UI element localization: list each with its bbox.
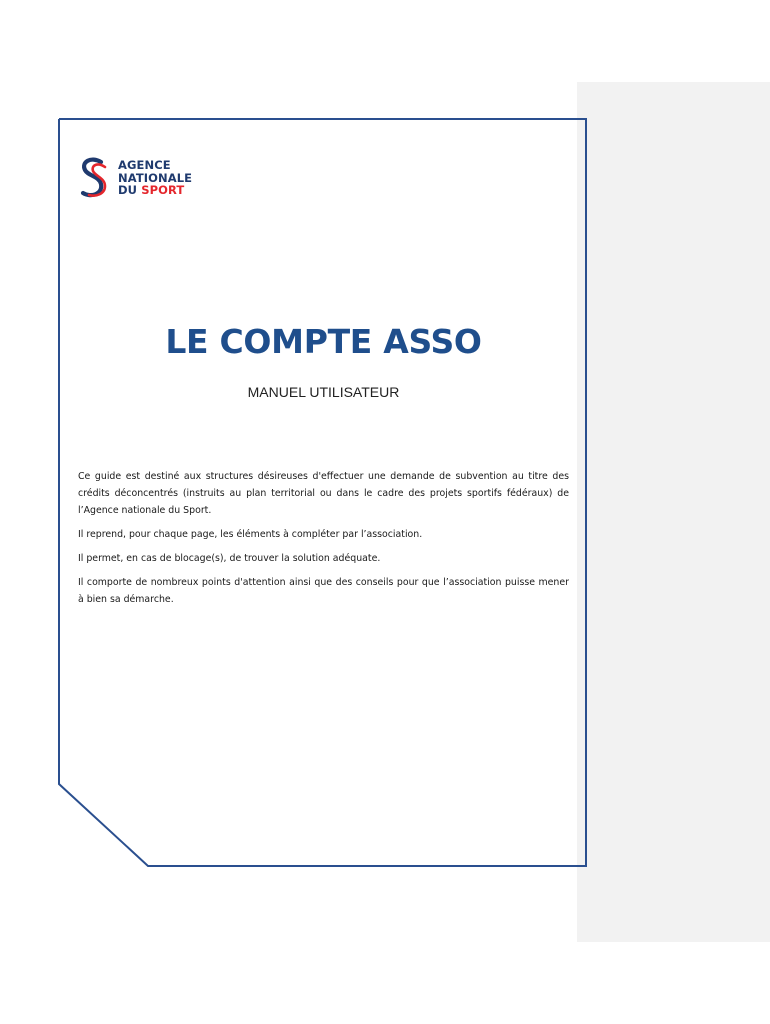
document-intro [78,468,569,615]
agency-logo-text [118,159,192,197]
comment-margin-pane [577,82,770,942]
logo-line-du-sport [118,184,192,197]
intro-paragraph: Ce guide est destiné aux structures désireuses d'effectuer une demande de subvention au titre des crédits déconcentrés (instruits au plan territorial ou dans le cadre des projets sportifs fédéraux) de l’Agence nationale du Sport. [78,471,569,516]
logo-line-nationale: NATIONALE [118,170,193,185]
intro-paragraph: Il reprend, pour chaque page, les éléments à compléter par l’association. [78,529,423,540]
logo-sport: SPORT [141,183,185,198]
agency-logo-icon [79,156,109,200]
intro-paragraph: Il permet, en cas de blocage(s), de trouver la solution adéquate. [78,553,381,564]
logo-line-agence: AGENCE [118,158,171,173]
document-title: LE COMPTE ASSO [165,322,482,361]
agency-logo [79,156,192,200]
logo-du: DU [118,183,142,198]
document-subtitle: MANUEL UTILISATEUR [247,384,400,400]
intro-paragraph: Il comporte de nombreux points d'attention ainsi que des conseils pour que l’association puisse mener à bien sa démarche. [78,577,569,605]
